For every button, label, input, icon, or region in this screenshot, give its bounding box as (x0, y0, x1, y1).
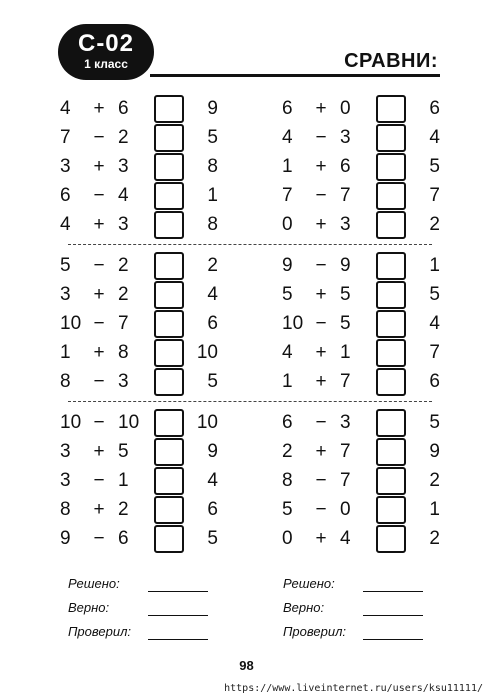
operator: − (93, 470, 105, 491)
comparison-row (282, 251, 452, 280)
worksheet-code: С-02 (77, 30, 135, 57)
answer-box[interactable] (154, 310, 184, 338)
grade-label: 1 класс (84, 57, 128, 71)
left-operand: 6 (282, 98, 293, 119)
page-title: СРАВНИ: (344, 50, 438, 72)
signoff-line[interactable] (363, 639, 423, 640)
answer-box[interactable] (154, 211, 184, 239)
signoff-label: Проверил: (283, 624, 347, 639)
operator: − (315, 127, 327, 148)
compare-value: 9 (207, 441, 218, 462)
answer-box[interactable] (154, 252, 184, 280)
left-operand: 0 (282, 214, 293, 235)
answer-box[interactable] (154, 409, 184, 437)
comparison-row (60, 94, 230, 123)
left-operand: 7 (282, 185, 293, 206)
comparison-row (60, 466, 230, 495)
right-operand: 2 (118, 255, 129, 276)
left-operand: 1 (282, 156, 293, 177)
compare-value: 8 (207, 214, 218, 235)
signoff-row (68, 598, 213, 620)
signoff-label: Верно: (283, 600, 325, 615)
left-operand: 10 (60, 412, 82, 433)
comparison-row (282, 495, 452, 524)
comparison-row (60, 123, 230, 152)
left-operand: 8 (60, 499, 71, 520)
left-operand: 9 (60, 528, 71, 549)
operator: − (315, 470, 327, 491)
left-operand: 4 (60, 98, 71, 119)
operator: + (93, 156, 105, 177)
right-operand: 7 (118, 313, 129, 334)
operator: − (315, 185, 327, 206)
right-operand: 0 (340, 98, 351, 119)
operator: + (93, 499, 105, 520)
left-operand: 4 (282, 342, 293, 363)
right-operand: 0 (340, 499, 351, 520)
answer-box[interactable] (154, 525, 184, 553)
compare-value: 2 (429, 528, 440, 549)
operator: − (315, 255, 327, 276)
operator: − (93, 371, 105, 392)
compare-value: 6 (429, 98, 440, 119)
right-operand: 2 (118, 127, 129, 148)
comparison-row (282, 309, 452, 338)
operator: + (93, 98, 105, 119)
signoff-label: Решено: (68, 576, 120, 591)
right-operand: 6 (118, 528, 129, 549)
answer-box[interactable] (154, 124, 184, 152)
right-operand: 3 (340, 214, 351, 235)
signoff-label: Решено: (283, 576, 335, 591)
operator: + (315, 342, 327, 363)
answer-box[interactable] (376, 124, 406, 152)
comparison-row (282, 94, 452, 123)
operator: − (93, 185, 105, 206)
comparison-row (60, 437, 230, 466)
comparison-row (60, 495, 230, 524)
right-operand: 4 (118, 185, 129, 206)
operator: − (315, 412, 327, 433)
right-operand: 3 (340, 127, 351, 148)
compare-value: 4 (207, 284, 218, 305)
comparison-row (282, 367, 452, 396)
right-operand: 9 (340, 255, 351, 276)
answer-box[interactable] (376, 211, 406, 239)
left-operand: 3 (60, 156, 71, 177)
right-operand: 7 (340, 441, 351, 462)
right-operand: 6 (340, 156, 351, 177)
left-operand: 9 (282, 255, 293, 276)
exercise-section (60, 94, 440, 244)
comparison-row (282, 210, 452, 239)
compare-value: 1 (207, 185, 218, 206)
right-operand: 10 (118, 412, 140, 433)
section-divider (68, 244, 432, 245)
compare-value: 10 (196, 412, 218, 433)
comparison-row (60, 152, 230, 181)
left-operand: 1 (60, 342, 71, 363)
comparison-row (282, 280, 452, 309)
compare-value: 1 (429, 255, 440, 276)
page-number: 98 (239, 658, 254, 673)
answer-box[interactable] (154, 95, 184, 123)
comparison-row (282, 152, 452, 181)
answer-box[interactable] (376, 310, 406, 338)
right-operand: 1 (340, 342, 351, 363)
operator: + (315, 284, 327, 305)
compare-value: 4 (429, 313, 440, 334)
compare-value: 2 (429, 470, 440, 491)
comparison-row (60, 408, 230, 437)
signoff-line[interactable] (363, 615, 423, 616)
left-operand: 6 (282, 412, 293, 433)
right-operand: 3 (118, 214, 129, 235)
comparison-row (60, 309, 230, 338)
comparison-row (282, 181, 452, 210)
compare-value: 9 (429, 441, 440, 462)
right-operand: 1 (118, 470, 129, 491)
comparison-row (60, 524, 230, 553)
operator: + (315, 371, 327, 392)
right-operand: 2 (118, 499, 129, 520)
signoff-row (283, 622, 428, 644)
operator: + (93, 342, 105, 363)
signoff-line[interactable] (148, 639, 208, 640)
section-divider (68, 401, 432, 402)
left-operand: 8 (282, 470, 293, 491)
exercise-section (60, 408, 440, 558)
compare-value: 5 (429, 284, 440, 305)
comparison-row (60, 251, 230, 280)
left-operand: 3 (60, 284, 71, 305)
signoff-line[interactable] (148, 591, 208, 592)
left-operand: 5 (60, 255, 71, 276)
title-rule (150, 74, 440, 77)
right-operand: 7 (340, 185, 351, 206)
answer-box[interactable] (154, 281, 184, 309)
comparison-row (282, 466, 452, 495)
answer-box[interactable] (376, 438, 406, 466)
left-operand: 8 (60, 371, 71, 392)
comparison-row (60, 280, 230, 309)
left-operand: 2 (282, 441, 293, 462)
right-operand: 5 (118, 441, 129, 462)
right-operand: 6 (118, 98, 129, 119)
comparison-row (60, 338, 230, 367)
compare-value: 7 (429, 185, 440, 206)
operator: − (93, 127, 105, 148)
answer-box[interactable] (376, 525, 406, 553)
operator: − (315, 499, 327, 520)
answer-box[interactable] (376, 252, 406, 280)
signoff-row (283, 598, 428, 620)
answer-box[interactable] (376, 368, 406, 396)
comparison-row (282, 408, 452, 437)
compare-value: 5 (429, 156, 440, 177)
comparison-row (282, 524, 452, 553)
left-operand: 6 (60, 185, 71, 206)
compare-value: 5 (429, 412, 440, 433)
compare-value: 2 (207, 255, 218, 276)
left-operand: 10 (282, 313, 304, 334)
operator: − (93, 255, 105, 276)
right-operand: 3 (118, 156, 129, 177)
answer-box[interactable] (154, 438, 184, 466)
right-operand: 8 (118, 342, 129, 363)
worksheet-badge (58, 24, 154, 80)
operator: + (315, 214, 327, 235)
operator: + (315, 98, 327, 119)
right-operand: 2 (118, 284, 129, 305)
operator: + (93, 214, 105, 235)
answer-box[interactable] (154, 496, 184, 524)
compare-value: 10 (196, 342, 218, 363)
answer-box[interactable] (376, 409, 406, 437)
exercise-grid (60, 94, 440, 558)
answer-box[interactable] (376, 467, 406, 495)
compare-value: 5 (207, 371, 218, 392)
left-operand: 10 (60, 313, 82, 334)
signoff-line[interactable] (148, 615, 208, 616)
comparison-row (60, 367, 230, 396)
compare-value: 1 (429, 499, 440, 520)
answer-box[interactable] (376, 339, 406, 367)
right-operand: 5 (340, 284, 351, 305)
operator: + (315, 528, 327, 549)
compare-value: 5 (207, 127, 218, 148)
compare-value: 2 (429, 214, 440, 235)
comparison-row (60, 210, 230, 239)
left-operand: 5 (282, 284, 293, 305)
operator: − (93, 313, 105, 334)
answer-box[interactable] (376, 153, 406, 181)
right-operand: 7 (340, 470, 351, 491)
answer-box[interactable] (376, 95, 406, 123)
answer-box[interactable] (154, 467, 184, 495)
comparison-row (282, 338, 452, 367)
signoff-row (68, 574, 213, 596)
left-operand: 1 (282, 371, 293, 392)
answer-box[interactable] (376, 281, 406, 309)
operator: + (315, 156, 327, 177)
left-operand: 4 (60, 214, 71, 235)
signoff-label: Проверил: (68, 624, 132, 639)
left-operand: 0 (282, 528, 293, 549)
compare-value: 6 (207, 313, 218, 334)
right-operand: 5 (340, 313, 351, 334)
signoff-row (68, 622, 213, 644)
left-operand: 3 (60, 441, 71, 462)
left-operand: 7 (60, 127, 71, 148)
compare-value: 6 (429, 371, 440, 392)
operator: + (93, 441, 105, 462)
answer-box[interactable] (154, 368, 184, 396)
compare-value: 4 (207, 470, 218, 491)
compare-value: 5 (207, 528, 218, 549)
right-operand: 3 (118, 371, 129, 392)
operator: + (315, 441, 327, 462)
compare-value: 9 (207, 98, 218, 119)
compare-value: 4 (429, 127, 440, 148)
right-operand: 4 (340, 528, 351, 549)
operator: − (93, 528, 105, 549)
left-operand: 3 (60, 470, 71, 491)
answer-box[interactable] (376, 182, 406, 210)
compare-value: 6 (207, 499, 218, 520)
right-operand: 7 (340, 371, 351, 392)
answer-box[interactable] (154, 153, 184, 181)
comparison-row (282, 437, 452, 466)
right-operand: 3 (340, 412, 351, 433)
answer-box[interactable] (376, 496, 406, 524)
left-operand: 5 (282, 499, 293, 520)
operator: − (315, 313, 327, 334)
exercise-section (60, 251, 440, 401)
comparison-row (60, 181, 230, 210)
signoff-line[interactable] (363, 591, 423, 592)
compare-value: 8 (207, 156, 218, 177)
comparison-row (282, 123, 452, 152)
operator: + (93, 284, 105, 305)
left-operand: 4 (282, 127, 293, 148)
answer-box[interactable] (154, 339, 184, 367)
compare-value: 7 (429, 342, 440, 363)
signoff-label: Верно: (68, 600, 110, 615)
answer-box[interactable] (154, 182, 184, 210)
operator: − (93, 412, 105, 433)
signoff-row (283, 574, 428, 596)
source-url: https://www.liveinternet.ru/users/ksu11111/ (224, 683, 483, 694)
